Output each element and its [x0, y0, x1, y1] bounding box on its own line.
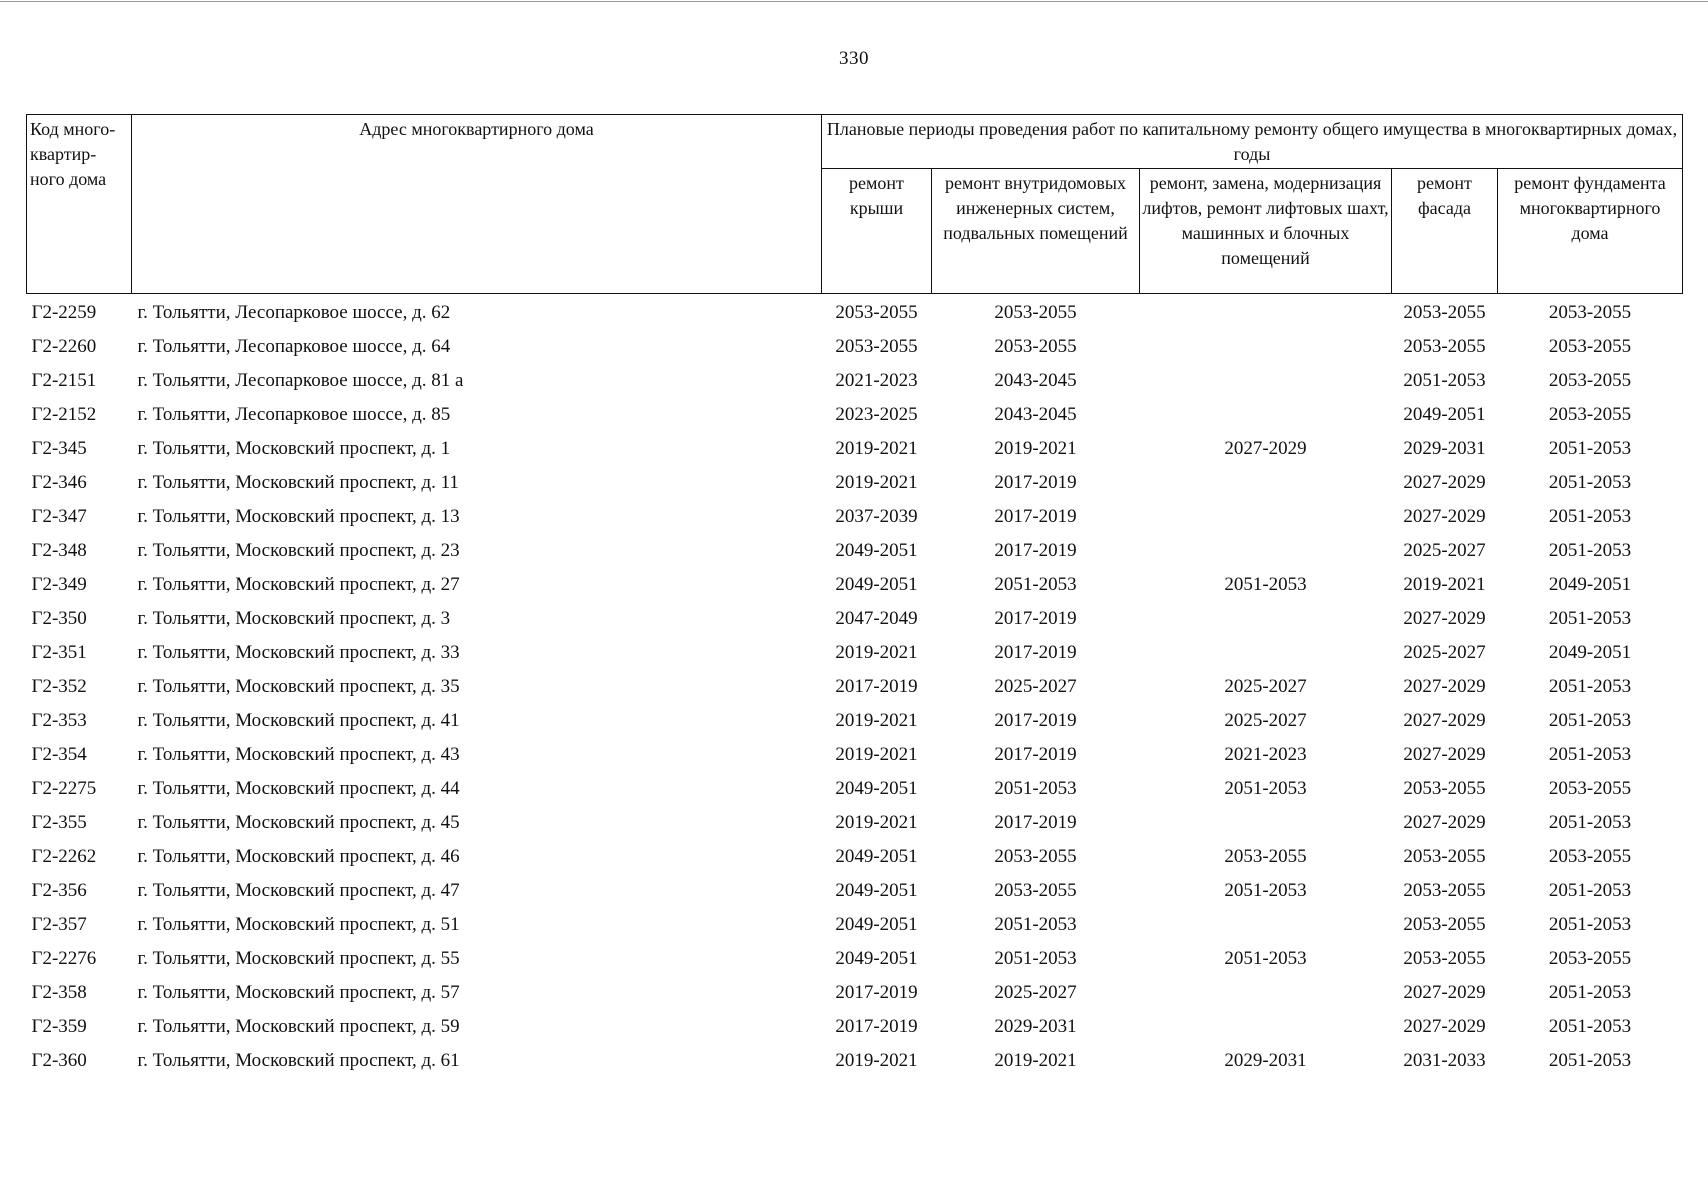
cell-lift-period: 2051-2053	[1224, 948, 1307, 969]
cell-building-code: Г2-345	[31, 438, 87, 459]
table-row	[27, 466, 1683, 500]
table-row	[27, 636, 1683, 670]
cell-roof-period: 2049-2051	[835, 778, 918, 799]
cell-foundation-period: 2051-2053	[1548, 472, 1632, 493]
cell-engineering-period: 2019-2021	[994, 438, 1077, 459]
cell-lift-period: 2025-2027	[1224, 710, 1307, 731]
cell-facade-period: 2053-2055	[1403, 948, 1486, 969]
cell-engineering-period: 2053-2055	[994, 846, 1077, 867]
cell-engineering-period: 2029-2031	[994, 1016, 1077, 1037]
cell-engineering-period: 2017-2019	[994, 812, 1077, 833]
header-foundation-repair: ремонт фундамента многоквартирного дома	[1498, 169, 1683, 294]
cell-lift-period: 2053-2055	[1224, 846, 1307, 867]
cell-lift-period	[1140, 908, 1392, 942]
cell-facade-period: 2051-2053	[1403, 370, 1486, 391]
cell-facade-period: 2031-2033	[1403, 1050, 1486, 1071]
table-body	[27, 294, 1683, 1079]
cell-address: г. Тольятти, Московский проспект, д. 43	[137, 744, 460, 765]
cell-address: г. Тольятти, Лесопарковое шоссе, д. 62	[137, 302, 451, 323]
cell-facade-period: 2025-2027	[1403, 540, 1486, 561]
cell-lift-period: 2021-2023	[1224, 744, 1307, 765]
cell-engineering-period: 2025-2027	[994, 676, 1077, 697]
cell-roof-period: 2017-2019	[835, 1016, 918, 1037]
cell-address: г. Тольятти, Московский проспект, д. 47	[137, 880, 460, 901]
cell-engineering-period: 2017-2019	[994, 710, 1077, 731]
cell-facade-period: 2027-2029	[1403, 506, 1486, 527]
cell-roof-period: 2053-2055	[835, 302, 918, 323]
cell-foundation-period: 2053-2055	[1548, 336, 1632, 357]
table-row	[27, 806, 1683, 840]
cell-address: г. Тольятти, Лесопарковое шоссе, д. 85	[137, 404, 451, 425]
table-row	[27, 330, 1683, 364]
cell-lift-period	[1140, 602, 1392, 636]
cell-building-code: Г2-350	[31, 608, 87, 629]
cell-roof-period: 2049-2051	[835, 914, 918, 935]
cell-address: г. Тольятти, Московский проспект, д. 33	[137, 642, 460, 663]
header-engineering-repair: ремонт внутридомовых инженерных систем, подвальных помещений	[932, 169, 1140, 294]
cell-foundation-period: 2051-2053	[1548, 914, 1632, 935]
cell-foundation-period: 2053-2055	[1548, 370, 1632, 391]
cell-building-code: Г2-349	[31, 574, 87, 595]
cell-lift-period	[1140, 806, 1392, 840]
cell-facade-period: 2029-2031	[1403, 438, 1486, 459]
cell-building-code: Г2-346	[31, 472, 87, 493]
cell-facade-period: 2027-2029	[1403, 710, 1486, 731]
cell-building-code: Г2-359	[31, 1016, 87, 1037]
cell-facade-period: 2053-2055	[1403, 846, 1486, 867]
cell-lift-period	[1140, 976, 1392, 1010]
cell-address: г. Тольятти, Московский проспект, д. 44	[137, 778, 460, 799]
cell-roof-period: 2049-2051	[835, 948, 918, 969]
cell-foundation-period: 2049-2051	[1548, 574, 1632, 595]
cell-roof-period: 2049-2051	[835, 574, 918, 595]
cell-roof-period: 2019-2021	[835, 472, 918, 493]
cell-foundation-period: 2051-2053	[1548, 880, 1632, 901]
table-row	[27, 1044, 1683, 1078]
cell-lift-period	[1140, 636, 1392, 670]
cell-engineering-period: 2017-2019	[994, 540, 1077, 561]
repair-schedule-table	[26, 114, 1683, 1078]
cell-building-code: Г2-355	[31, 812, 87, 833]
cell-facade-period: 2027-2029	[1403, 472, 1486, 493]
cell-engineering-period: 2025-2027	[994, 982, 1077, 1003]
cell-address: г. Тольятти, Московский проспект, д. 46	[137, 846, 460, 867]
cell-engineering-period: 2043-2045	[994, 370, 1077, 391]
cell-lift-period: 2025-2027	[1224, 676, 1307, 697]
cell-address: г. Тольятти, Московский проспект, д. 13	[137, 506, 460, 527]
table-row	[27, 294, 1683, 331]
cell-engineering-period: 2051-2053	[994, 914, 1077, 935]
cell-address: г. Тольятти, Московский проспект, д. 3	[137, 608, 451, 629]
cell-engineering-period: 2053-2055	[994, 880, 1077, 901]
cell-lift-period: 2051-2053	[1224, 880, 1307, 901]
cell-engineering-period: 2019-2021	[994, 1050, 1077, 1071]
table-row	[27, 432, 1683, 466]
table-row	[27, 1010, 1683, 1044]
cell-address: г. Тольятти, Московский проспект, д. 35	[137, 676, 460, 697]
table-header	[27, 115, 1683, 294]
cell-building-code: Г2-347	[31, 506, 87, 527]
header-roof-repair: ремонт крыши	[822, 169, 932, 294]
header-address: Адрес многоквартирного дома	[132, 115, 822, 294]
cell-foundation-period: 2051-2053	[1548, 710, 1632, 731]
cell-foundation-period: 2051-2053	[1548, 1050, 1632, 1071]
cell-facade-period: 2025-2027	[1403, 642, 1486, 663]
cell-facade-period: 2049-2051	[1403, 404, 1486, 425]
table-row	[27, 670, 1683, 704]
cell-building-code: Г2-358	[31, 982, 87, 1003]
table-row	[27, 534, 1683, 568]
top-rule	[0, 1, 1708, 2]
cell-foundation-period: 2051-2053	[1548, 540, 1632, 561]
cell-building-code: Г2-353	[31, 710, 87, 731]
cell-building-code: Г2-352	[31, 676, 87, 697]
table-row	[27, 908, 1683, 942]
table-row	[27, 364, 1683, 398]
cell-roof-period: 2053-2055	[835, 336, 918, 357]
cell-building-code: Г2-2262	[31, 846, 97, 867]
cell-lift-period	[1140, 364, 1392, 398]
cell-engineering-period: 2017-2019	[994, 608, 1077, 629]
cell-roof-period: 2019-2021	[835, 642, 918, 663]
cell-building-code: Г2-2259	[31, 302, 97, 323]
cell-roof-period: 2047-2049	[835, 608, 918, 629]
cell-building-code: Г2-2151	[31, 370, 97, 391]
cell-engineering-period: 2051-2053	[994, 778, 1077, 799]
cell-address: г. Тольятти, Московский проспект, д. 45	[137, 812, 460, 833]
table-row	[27, 500, 1683, 534]
cell-address: г. Тольятти, Московский проспект, д. 27	[137, 574, 460, 595]
table-row	[27, 602, 1683, 636]
cell-roof-period: 2019-2021	[835, 812, 918, 833]
cell-building-code: Г2-2260	[31, 336, 97, 357]
cell-address: г. Тольятти, Московский проспект, д. 61	[137, 1050, 460, 1071]
cell-building-code: Г2-2152	[31, 404, 97, 425]
cell-facade-period: 2027-2029	[1403, 608, 1486, 629]
cell-engineering-period: 2017-2019	[994, 744, 1077, 765]
cell-engineering-period: 2017-2019	[994, 472, 1077, 493]
table-row	[27, 942, 1683, 976]
header-lift-repair: ремонт, замена, модернизация лифтов, ремонт лифтовых шахт, машинных и блочных помещений	[1140, 169, 1392, 294]
cell-address: г. Тольятти, Лесопарковое шоссе, д. 64	[137, 336, 451, 357]
cell-lift-period: 2027-2029	[1224, 438, 1307, 459]
cell-building-code: Г2-351	[31, 642, 87, 663]
cell-foundation-period: 2053-2055	[1548, 948, 1632, 969]
cell-roof-period: 2049-2051	[835, 846, 918, 867]
header-facade-repair: ремонт фасада	[1392, 169, 1498, 294]
cell-facade-period: 2053-2055	[1403, 914, 1486, 935]
cell-address: г. Тольятти, Лесопарковое шоссе, д. 81 а	[137, 370, 464, 391]
cell-foundation-period: 2051-2053	[1548, 812, 1632, 833]
cell-foundation-period: 2051-2053	[1548, 438, 1632, 459]
cell-foundation-period: 2051-2053	[1548, 744, 1632, 765]
cell-lift-period	[1140, 294, 1392, 331]
cell-building-code: Г2-360	[31, 1050, 87, 1071]
cell-lift-period	[1140, 534, 1392, 568]
cell-building-code: Г2-354	[31, 744, 87, 765]
cell-engineering-period: 2017-2019	[994, 642, 1077, 663]
cell-roof-period: 2017-2019	[835, 676, 918, 697]
cell-lift-period	[1140, 398, 1392, 432]
cell-lift-period: 2051-2053	[1224, 574, 1307, 595]
table-row	[27, 874, 1683, 908]
cell-address: г. Тольятти, Московский проспект, д. 11	[137, 472, 459, 493]
header-building-code: Код много-квартир-ного дома	[27, 115, 132, 294]
cell-facade-period: 2027-2029	[1403, 676, 1486, 697]
table-row	[27, 568, 1683, 602]
cell-roof-period: 2017-2019	[835, 982, 918, 1003]
cell-engineering-period: 2017-2019	[994, 506, 1077, 527]
cell-address: г. Тольятти, Московский проспект, д. 55	[137, 948, 460, 969]
cell-engineering-period: 2051-2053	[994, 574, 1077, 595]
cell-roof-period: 2019-2021	[835, 710, 918, 731]
table-row	[27, 738, 1683, 772]
cell-building-code: Г2-2275	[31, 778, 97, 799]
cell-facade-period: 2053-2055	[1403, 336, 1486, 357]
cell-facade-period: 2027-2029	[1403, 744, 1486, 765]
cell-foundation-period: 2051-2053	[1548, 506, 1632, 527]
cell-roof-period: 2049-2051	[835, 540, 918, 561]
cell-lift-period	[1140, 330, 1392, 364]
cell-building-code: Г2-2276	[31, 948, 97, 969]
cell-foundation-period: 2053-2055	[1548, 778, 1632, 799]
cell-lift-period: 2051-2053	[1224, 778, 1307, 799]
cell-foundation-period: 2053-2055	[1548, 404, 1632, 425]
cell-lift-period	[1140, 466, 1392, 500]
cell-foundation-period: 2049-2051	[1548, 642, 1632, 663]
table-row	[27, 976, 1683, 1010]
cell-roof-period: 2023-2025	[835, 404, 918, 425]
cell-address: г. Тольятти, Московский проспект, д. 1	[137, 438, 451, 459]
cell-roof-period: 2037-2039	[835, 506, 918, 527]
table-row	[27, 840, 1683, 874]
cell-roof-period: 2049-2051	[835, 880, 918, 901]
cell-facade-period: 2027-2029	[1403, 1016, 1486, 1037]
cell-address: г. Тольятти, Московский проспект, д. 57	[137, 982, 460, 1003]
cell-address: г. Тольятти, Московский проспект, д. 41	[137, 710, 460, 731]
cell-roof-period: 2019-2021	[835, 438, 918, 459]
header-planned-periods: Плановые периоды проведения работ по капитальному ремонту общего имущества в многоквартирных домах, годы	[822, 115, 1683, 169]
cell-facade-period: 2027-2029	[1403, 812, 1486, 833]
cell-foundation-period: 2053-2055	[1548, 302, 1632, 323]
cell-building-code: Г2-348	[31, 540, 87, 561]
cell-lift-period	[1140, 500, 1392, 534]
cell-lift-period: 2029-2031	[1224, 1050, 1307, 1071]
cell-address: г. Тольятти, Московский проспект, д. 23	[137, 540, 460, 561]
cell-foundation-period: 2051-2053	[1548, 982, 1632, 1003]
cell-roof-period: 2019-2021	[835, 744, 918, 765]
cell-engineering-period: 2053-2055	[994, 336, 1077, 357]
cell-lift-period	[1140, 1010, 1392, 1044]
cell-building-code: Г2-357	[31, 914, 87, 935]
cell-roof-period: 2021-2023	[835, 370, 918, 391]
cell-foundation-period: 2051-2053	[1548, 1016, 1632, 1037]
cell-engineering-period: 2043-2045	[994, 404, 1077, 425]
cell-facade-period: 2019-2021	[1403, 574, 1486, 595]
table-row	[27, 704, 1683, 738]
cell-facade-period: 2053-2055	[1403, 302, 1486, 323]
cell-building-code: Г2-356	[31, 880, 87, 901]
cell-facade-period: 2053-2055	[1403, 778, 1486, 799]
cell-engineering-period: 2051-2053	[994, 948, 1077, 969]
cell-facade-period: 2027-2029	[1403, 982, 1486, 1003]
cell-foundation-period: 2051-2053	[1548, 608, 1632, 629]
cell-address: г. Тольятти, Московский проспект, д. 51	[137, 914, 460, 935]
cell-foundation-period: 2053-2055	[1548, 846, 1632, 867]
table-row	[27, 398, 1683, 432]
cell-address: г. Тольятти, Московский проспект, д. 59	[137, 1016, 460, 1037]
cell-roof-period: 2019-2021	[835, 1050, 918, 1071]
table-row	[27, 772, 1683, 806]
cell-foundation-period: 2051-2053	[1548, 676, 1632, 697]
page-number: 330	[839, 48, 869, 69]
cell-facade-period: 2053-2055	[1403, 880, 1486, 901]
cell-engineering-period: 2053-2055	[994, 302, 1077, 323]
